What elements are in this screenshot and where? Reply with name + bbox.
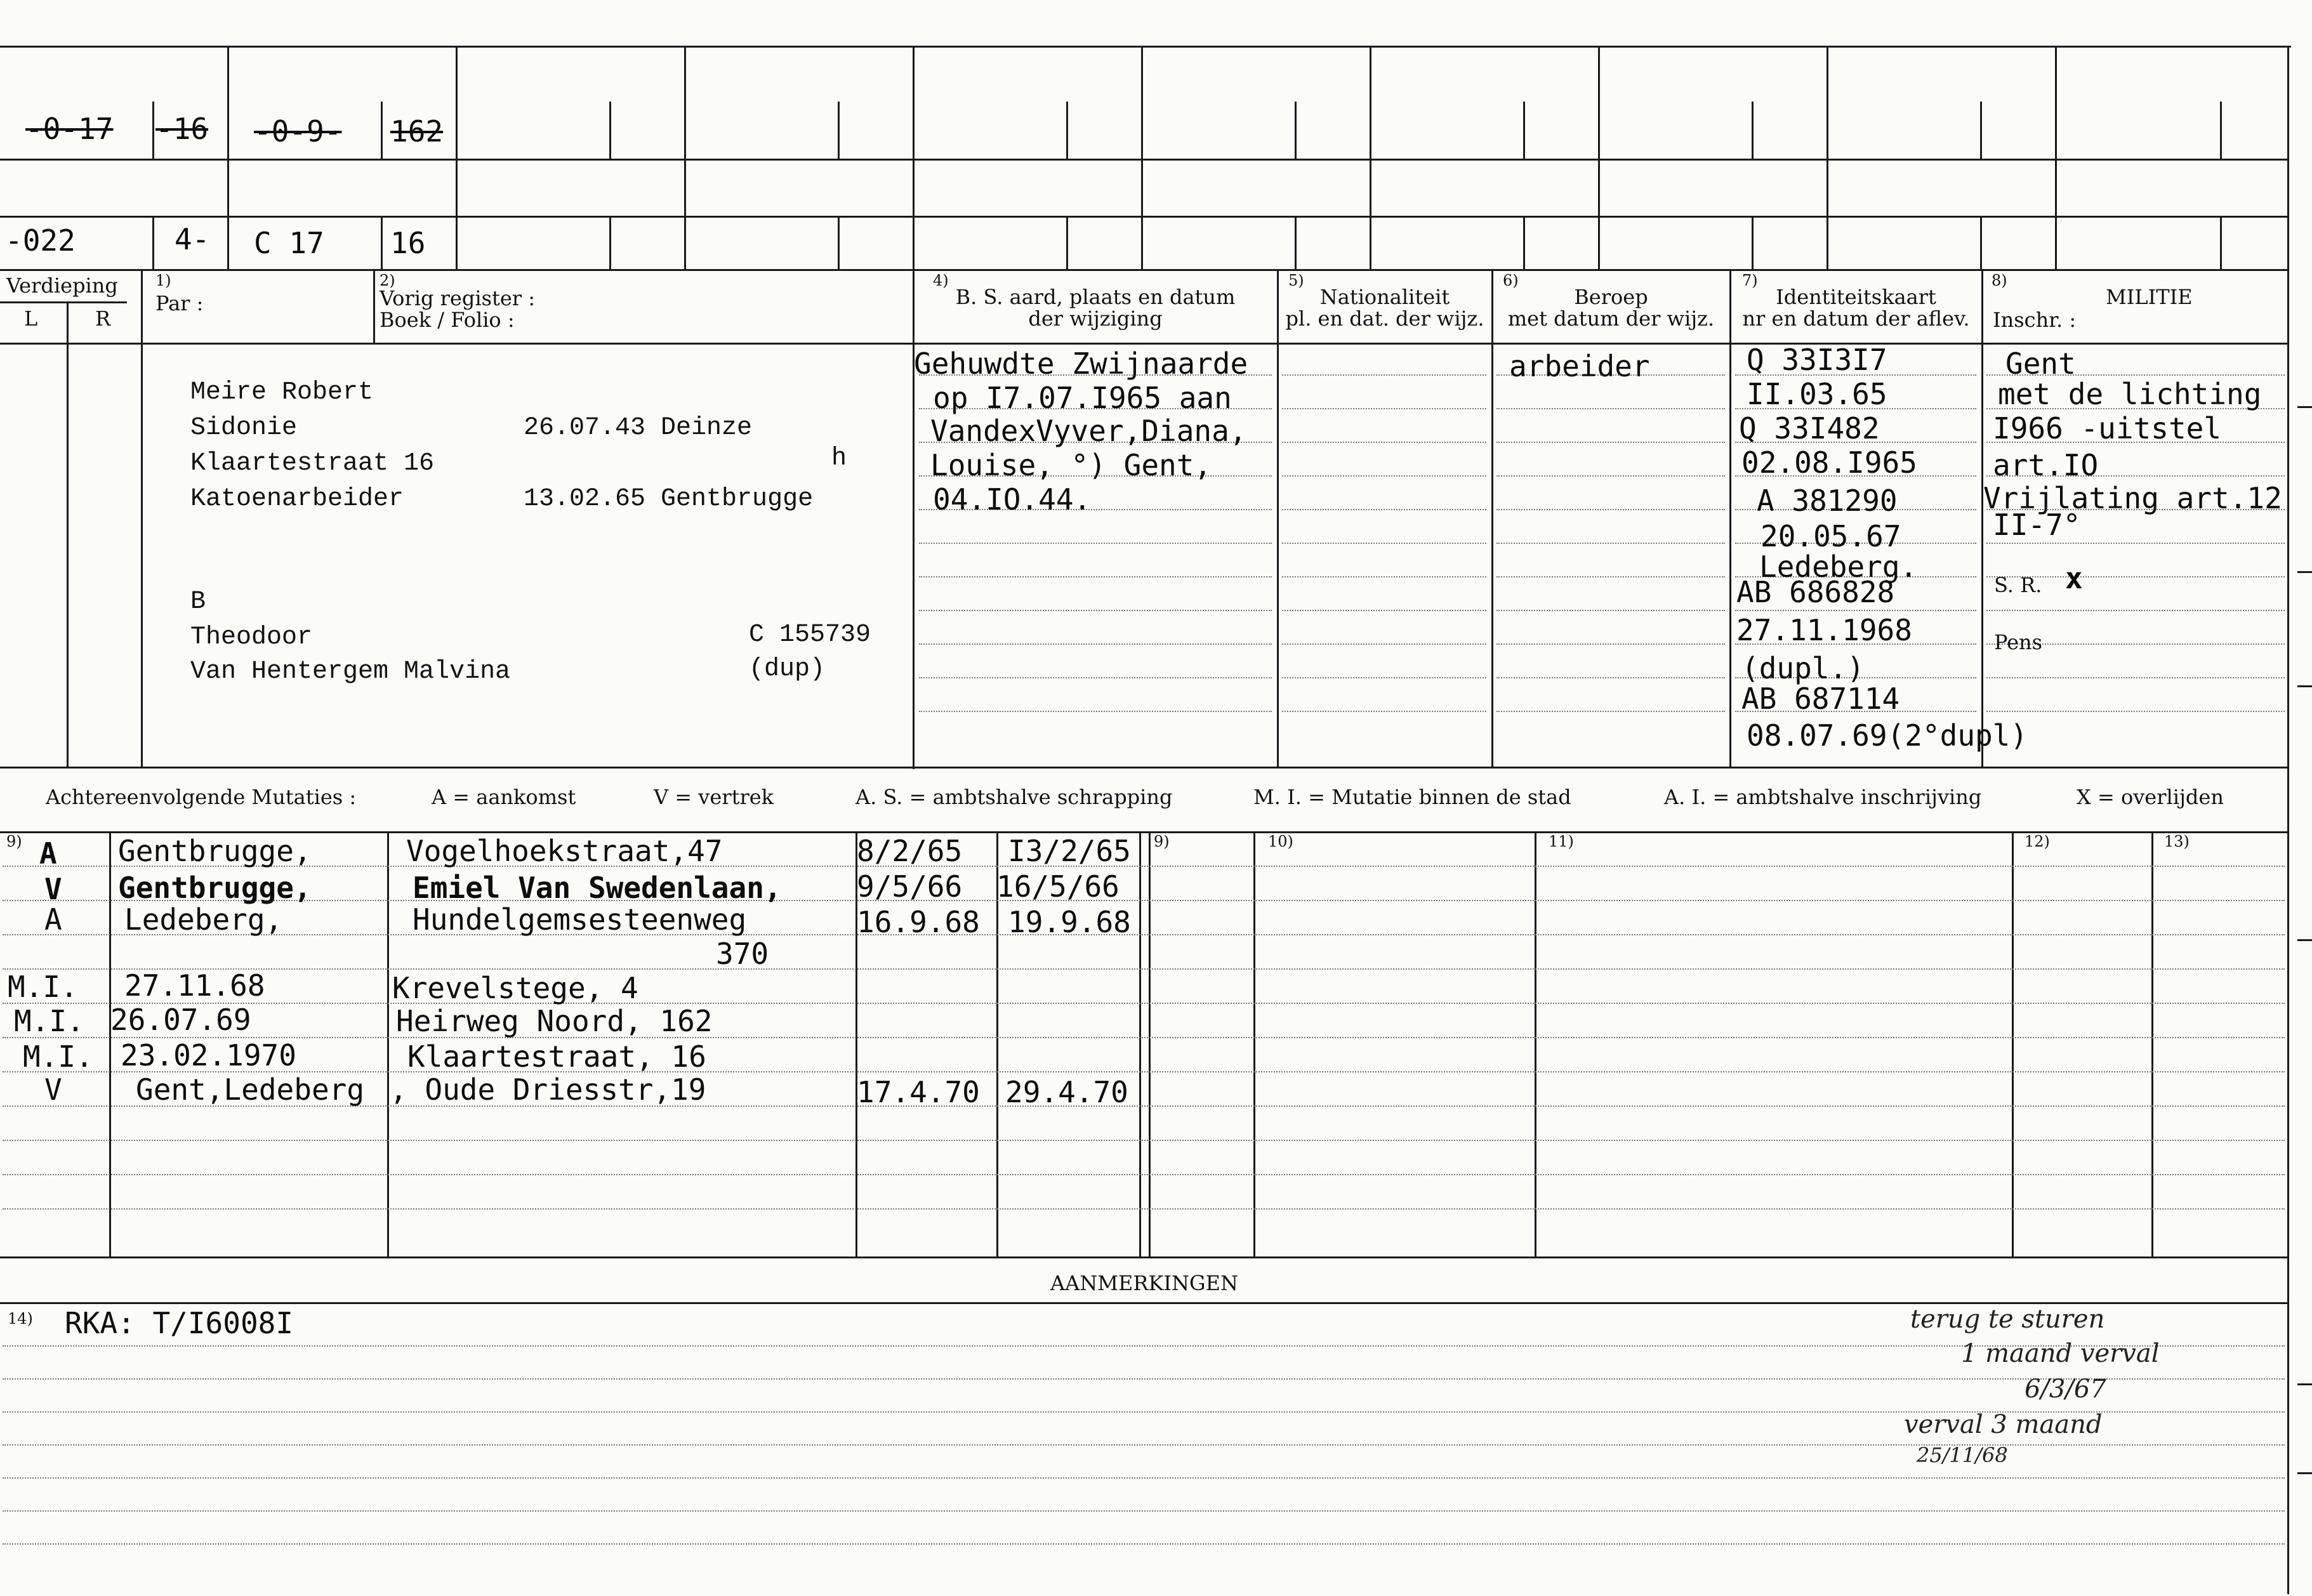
ruled-line: [919, 643, 1272, 645]
id-entry: 27.11.1968: [1736, 613, 1912, 647]
ruled-line: [1496, 475, 1725, 477]
ruled-line: [1735, 610, 1976, 611]
ruled-line: [3, 968, 2285, 970]
mutation-street: , Oude Driesstr,19: [390, 1072, 706, 1107]
code-cell: -0-9-: [254, 114, 342, 148]
grid-divider: [1295, 102, 1297, 159]
grid-divider: [1523, 216, 1525, 269]
grid-divider: [2220, 102, 2222, 159]
nat-header: Nationaliteit: [1319, 285, 1450, 309]
mutation-col: [1253, 831, 1255, 1256]
legend-a: A = aankomst: [432, 785, 576, 809]
grid-divider: [2055, 46, 2057, 269]
mutation-type: M.I.: [23, 1039, 93, 1074]
id-entry: 20.05.67: [1760, 519, 1901, 553]
mutation-date-1: 9/5/66: [857, 869, 963, 904]
militie-entry: II-7°: [1993, 508, 2081, 542]
mutation-place: 27.11.68: [124, 968, 265, 1003]
column-divider: [67, 301, 69, 768]
grid-divider: [1598, 46, 1600, 269]
mutation-street-number: 370: [716, 937, 769, 971]
mutation-date-2: I3/2/65: [1008, 834, 1131, 868]
mutation-date-1: 8/2/65: [857, 834, 963, 868]
mutation-col: [2151, 831, 2153, 1256]
mutation-street: Krevelstege, 4: [392, 971, 638, 1005]
ruled-line: [1496, 610, 1725, 611]
grid-divider: [913, 46, 915, 769]
grid-divider: [381, 216, 383, 269]
code-cell: 4-: [175, 222, 210, 256]
sr-value: x: [2065, 561, 2083, 595]
grid-divider: [1826, 46, 1828, 269]
ruled-line: [1496, 643, 1725, 645]
mutation-col: [109, 831, 111, 1256]
boek-folio-label: Boek / Folio :: [380, 308, 515, 332]
mutation-col: [1139, 831, 1141, 1256]
header-split-line: [0, 301, 127, 303]
remarks-rka: RKA: T/I6008I: [65, 1306, 294, 1340]
id-entry: 08.07.69(2°dupl): [1747, 718, 2028, 753]
mutation-place: Gentbrugge,: [118, 871, 312, 905]
grid-divider: [152, 216, 154, 269]
pens-label: Pens: [1994, 630, 2043, 654]
ruled-line: [3, 1140, 2285, 1141]
mutation-date-1: 16.9.68: [857, 905, 980, 939]
inschr-label: Inschr. :: [1993, 308, 2077, 332]
person-b: B: [190, 588, 206, 616]
ruled-line: [1496, 509, 1725, 510]
mil-number: 8): [1992, 272, 2007, 289]
person-card: C 155739: [749, 621, 871, 649]
id-entry: 02.08.I965: [1741, 445, 1917, 480]
mutation-street: Hundelgemsesteenweg: [413, 902, 747, 937]
ber-number: 6): [1503, 272, 1519, 289]
mut-col-number: 13): [2164, 833, 2190, 850]
bs-entry: VandexVyver,Diana,: [930, 414, 1247, 448]
bs-number: 4): [933, 272, 949, 289]
grid-divider: [381, 102, 383, 159]
handwritten-note: 25/11/68: [1917, 1443, 2008, 1467]
id-number: 7): [1742, 272, 1758, 289]
remarks-number: 14): [8, 1310, 33, 1328]
mut-col-number: 12): [2025, 833, 2050, 850]
ruled-line: [1496, 677, 1725, 678]
militie-header: MILITIE: [2106, 285, 2193, 309]
code-cell: -16: [155, 112, 209, 146]
legend-title: Achtereenvolgende Mutaties :: [46, 785, 357, 809]
mutation-place: Gentbrugge,: [118, 834, 312, 868]
mutation-type: M.I.: [8, 970, 78, 1004]
id-entry: AB 687114: [1741, 682, 1900, 716]
column-divider: [1729, 269, 1731, 768]
mutations-top-line: [0, 831, 2289, 833]
ruled-line: [3, 900, 2285, 901]
beroep-header: Beroep: [1574, 285, 1648, 309]
ruled-line: [1282, 374, 1486, 376]
remarks-top-line: [0, 1256, 2289, 1258]
top-border: [0, 46, 2291, 48]
grid-divider: [1370, 46, 1371, 269]
section-line: [0, 767, 2289, 768]
ruled-line: [1282, 442, 1486, 443]
ruled-line: [1986, 610, 2285, 611]
mutation-col: [1535, 831, 1536, 1256]
grid-divider: [1066, 216, 1068, 269]
edge-tick: [2297, 939, 2312, 941]
ruled-line: [919, 576, 1272, 577]
id-entry: Q 33I482: [1739, 411, 1880, 445]
nat-number: 5): [1288, 272, 1304, 289]
column-divider: [1491, 269, 1493, 768]
grid-divider: [684, 46, 686, 269]
grid-divider: [1523, 102, 1525, 159]
code-cell: C 17: [254, 226, 324, 260]
handwritten-note: 6/3/67: [2025, 1375, 2106, 1404]
bs-entry: op I7.07.I965 aan: [933, 381, 1232, 415]
bs-header-sub: der wijziging: [1028, 307, 1163, 331]
ruled-line: [1282, 610, 1486, 611]
mutation-place: 23.02.1970: [121, 1038, 296, 1072]
ruled-line: [3, 1003, 2285, 1004]
bs-entry: Louise, °) Gent,: [930, 448, 1212, 482]
vorig-register-label: Vorig register :: [380, 286, 536, 310]
mutation-street: Vogelhoekstraat,47: [406, 834, 723, 868]
grid-divider: [1066, 102, 1068, 159]
ruled-line: [919, 543, 1272, 544]
mutation-col: [2012, 831, 2014, 1256]
ruled-line: [1282, 576, 1486, 577]
edge-tick: [2297, 1472, 2312, 1474]
right-border: [2287, 46, 2289, 1594]
remarks-header-line: [0, 1302, 2289, 1304]
top-grid-line: [0, 216, 2289, 218]
ruled-line: [919, 610, 1272, 611]
grid-divider: [152, 102, 154, 159]
militie-entry: Vrijlating art.12: [1983, 481, 2282, 515]
code-cell: 16: [390, 226, 426, 260]
par-number: 1): [155, 272, 171, 289]
militie-entry: met de lichting: [1998, 377, 2262, 411]
ruled-line: [1282, 509, 1486, 510]
code-cell: -0-17: [25, 112, 114, 146]
l-label: L: [24, 307, 38, 331]
id-entry: AB 686828: [1736, 575, 1895, 609]
militie-entry: art.IO: [1993, 448, 2099, 482]
ruled-line: [1496, 576, 1725, 577]
militie-entry: Gent: [2005, 346, 2076, 381]
ruled-line: [919, 711, 1272, 712]
mutation-col: [387, 831, 389, 1256]
id-header-sub: nr en datum der aflev.: [1742, 307, 1970, 331]
handwritten-note: verval 3 maand: [1904, 1410, 2103, 1439]
mut-col-number: 10): [1268, 833, 1293, 850]
mutation-col: [1149, 831, 1151, 1256]
mutation-street: Emiel Van Swedenlaan,: [413, 871, 782, 905]
id-entry: Q 33I3I7: [1747, 343, 1887, 377]
par-label: Par :: [155, 291, 204, 315]
bs-entry: 04.IO.44.: [933, 482, 1092, 517]
grid-divider: [1752, 216, 1754, 269]
edge-tick: [2297, 571, 2312, 573]
legend-x: X = overlijden: [2077, 785, 2224, 809]
r-label: R: [95, 307, 111, 331]
ruled-line: [1282, 408, 1486, 409]
ruled-line: [3, 1477, 2285, 1479]
sr-label: S. R.: [1994, 573, 2042, 597]
person-father: Theodoor: [190, 623, 313, 652]
grid-divider: [609, 216, 611, 269]
mutation-type: A: [44, 902, 62, 937]
mutation-street: Klaartestraat, 16: [407, 1039, 706, 1074]
column-divider: [1981, 269, 1983, 768]
header-bottom-line: [0, 343, 2289, 345]
ruled-line: [1496, 711, 1725, 712]
ruled-line: [1496, 408, 1725, 409]
code-cell: -022: [5, 223, 76, 258]
grid-divider: [227, 46, 229, 269]
ruled-line: [3, 1345, 2285, 1347]
ruled-line: [919, 677, 1272, 678]
id-entry: A 381290: [1757, 484, 1898, 518]
grid-divider: [1752, 102, 1754, 159]
ruled-line: [3, 1510, 2285, 1512]
code-cell: 162: [390, 114, 444, 148]
militie-entry: I966 -uitstel: [1993, 411, 2222, 445]
ruled-line: [1282, 711, 1486, 712]
id-entry: II.03.65: [1747, 377, 1887, 411]
beroep-entry: arbeider: [1509, 349, 1650, 383]
mutation-place: Ledeberg,: [124, 902, 283, 937]
mut-col-number: 9): [6, 833, 22, 850]
column-divider: [373, 269, 375, 343]
grid-divider: [1980, 216, 1982, 269]
person-job-date: 13.02.65 Gentbrugge: [524, 485, 814, 513]
mut-col-number: 11): [1549, 833, 1574, 850]
grid-divider: [1295, 216, 1297, 269]
id-entry: Ledeberg.: [1759, 550, 1918, 584]
grid-divider: [1141, 46, 1143, 269]
person-dup: (dup): [749, 655, 826, 683]
legend-mi: M. I. = Mutatie binnen de stad: [1253, 785, 1571, 809]
mut-col-number: 9): [1154, 833, 1170, 850]
id-entry: (dupl.): [1741, 651, 1865, 685]
mutation-type: M.I.: [14, 1004, 84, 1038]
legend-v: V = vertrek: [654, 785, 774, 809]
ruled-line: [1282, 677, 1486, 678]
grid-divider: [609, 102, 611, 159]
person-birth: 26.07.43 Deinze: [524, 414, 753, 442]
id-header: Identiteitskaart: [1776, 285, 1936, 309]
mutation-type: V: [44, 872, 62, 906]
top-grid-line: [0, 269, 2289, 271]
mutation-type: V: [44, 1072, 62, 1107]
column-divider: [1277, 269, 1279, 768]
person-job: Katoenarbeider: [190, 485, 404, 513]
ruled-line: [1282, 543, 1486, 544]
legend-ai: A. I. = ambtshalve inschrijving: [1664, 785, 1982, 809]
bs-entry: Gehuwdte Zwijnaarde: [914, 346, 1248, 381]
ruled-line: [3, 1037, 2285, 1038]
vorig-number: 2): [380, 272, 395, 289]
mutation-place: 26.07.69: [110, 1003, 251, 1037]
mutation-date-1: 17.4.70: [857, 1075, 980, 1109]
grid-divider: [456, 46, 458, 269]
bs-header: B. S. aard, plaats en datum: [955, 285, 1236, 309]
grid-divider: [2220, 216, 2222, 269]
nat-header-sub: pl. en dat. der wijz.: [1285, 307, 1484, 331]
person-mark: h: [831, 444, 847, 473]
ruled-line: [3, 934, 2285, 935]
ruled-line: [1986, 711, 2285, 712]
ruled-line: [1986, 677, 2285, 678]
ruled-line: [1496, 543, 1725, 544]
top-grid-line: [0, 159, 2289, 161]
ruled-line: [3, 1174, 2285, 1175]
edge-tick: [2297, 406, 2312, 408]
mutation-date-2: 19.9.68: [1008, 905, 1131, 939]
person-name: Meire Robert: [190, 378, 374, 407]
grid-divider: [1980, 102, 1982, 159]
legend-as: A. S. = ambtshalve schrapping: [855, 785, 1173, 809]
mutation-place: Gent,Ledeberg: [136, 1072, 365, 1107]
handwritten-note: 1 maand verval: [1961, 1339, 2160, 1368]
column-divider: [141, 269, 143, 768]
person-street: Klaartestraat 16: [190, 449, 435, 478]
ruled-line: [1282, 475, 1486, 477]
ruled-line: [3, 1208, 2285, 1210]
handwritten-note: terug te sturen: [1910, 1305, 2105, 1334]
mutation-type: A: [39, 836, 57, 871]
ruled-line: [3, 1543, 2285, 1545]
edge-tick: [2297, 685, 2312, 687]
mutation-street: Heirweg Noord, 162: [396, 1004, 713, 1038]
edge-tick: [2297, 1383, 2312, 1385]
person-first: Sidonie: [190, 414, 298, 442]
ruled-line: [1282, 643, 1486, 645]
verdieping-label: Verdieping: [6, 274, 118, 298]
remarks-title: AANMERKINGEN: [1050, 1271, 1238, 1295]
mutation-date-2: 16/5/66: [996, 869, 1120, 904]
ruled-line: [1986, 543, 2285, 544]
ruled-line: [1496, 442, 1725, 443]
person-mother: Van Hentergem Malvina: [190, 657, 511, 686]
ruled-line: [3, 1378, 2285, 1380]
ruled-line: [3, 866, 2285, 867]
mutation-date-2: 29.4.70: [1005, 1075, 1128, 1109]
grid-divider: [838, 102, 840, 159]
grid-divider: [838, 216, 840, 269]
beroep-header-sub: met datum der wijz.: [1507, 307, 1715, 331]
